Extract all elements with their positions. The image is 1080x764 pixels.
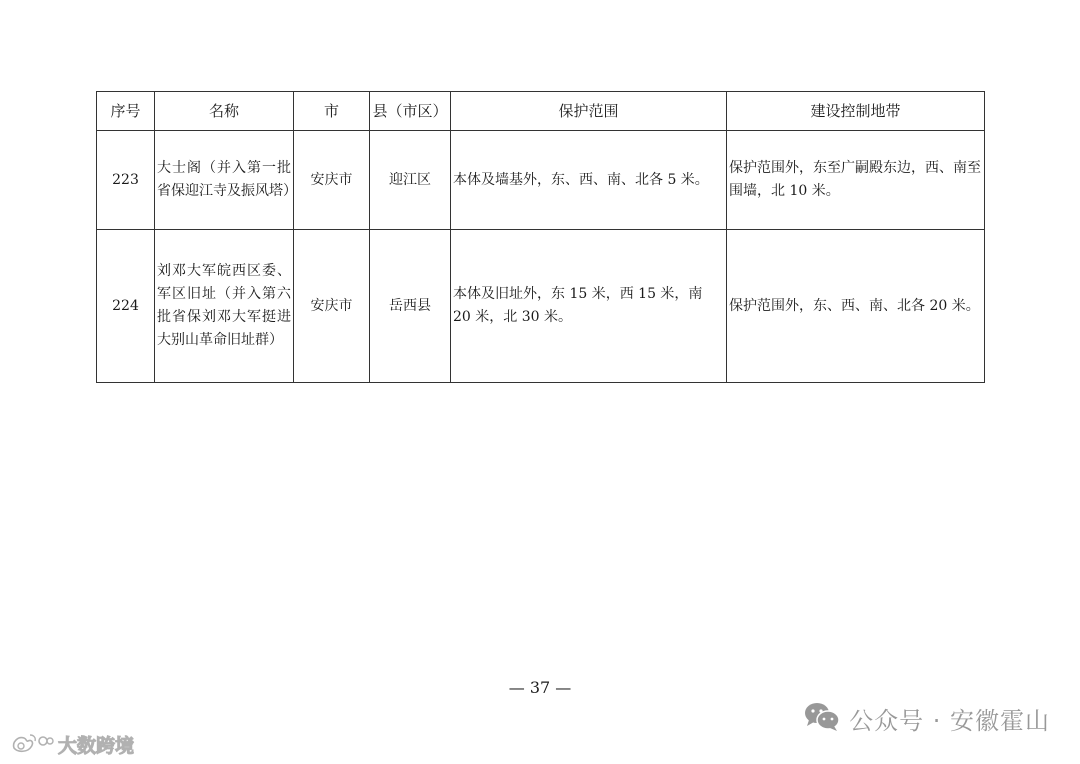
header-control-zone: 建设控制地带 [727,92,985,131]
cell-control-zone: 保护范围外，东、西、南、北各 20 米。 [727,230,985,383]
watermark-right [803,700,1050,736]
header-protection-scope: 保护范围 [451,92,727,131]
page-number: — 37 — [508,678,572,697]
table-row [97,131,985,230]
watermark-left [10,731,134,758]
wechat-logo-icon [803,700,841,736]
cell-city: 安庆市 [294,131,370,230]
cell-city: 安庆市 [294,230,370,383]
watermark-left-text: 大数跨境 [58,735,135,757]
monument-protection-table [96,91,985,383]
cell-no: 224 [97,230,155,383]
watermark-right-text: 公众号 · 安徽霍山 [849,706,1050,735]
table-header-row [97,92,985,131]
cell-protection-scope: 本体及旧址外，东 15 米，西 15 米，南 20 米，北 30 米。 [451,230,727,383]
header-no: 序号 [97,92,155,131]
cell-no: 223 [97,131,155,230]
cell-county: 岳西县 [370,230,451,383]
cell-protection-scope: 本体及墙基外，东、西、南、北各 5 米。 [451,131,727,230]
cell-name: 刘邓大军皖西区委、军区旧址（并入第六批省保刘邓大军挺进大别山革命旧址群） [155,230,294,383]
cell-county: 迎江区 [370,131,451,230]
header-county: 县（市区） [370,92,451,131]
cell-name: 大士阁（并入第一批省保迎江寺及振风塔） [155,131,294,230]
header-city: 市 [294,92,370,131]
header-name: 名称 [155,92,294,131]
cell-control-zone: 保护范围外，东至广嗣殿东边，西、南至围墙，北 10 米。 [727,131,985,230]
weibo-logo-icon [10,732,54,758]
table-row [97,230,985,383]
